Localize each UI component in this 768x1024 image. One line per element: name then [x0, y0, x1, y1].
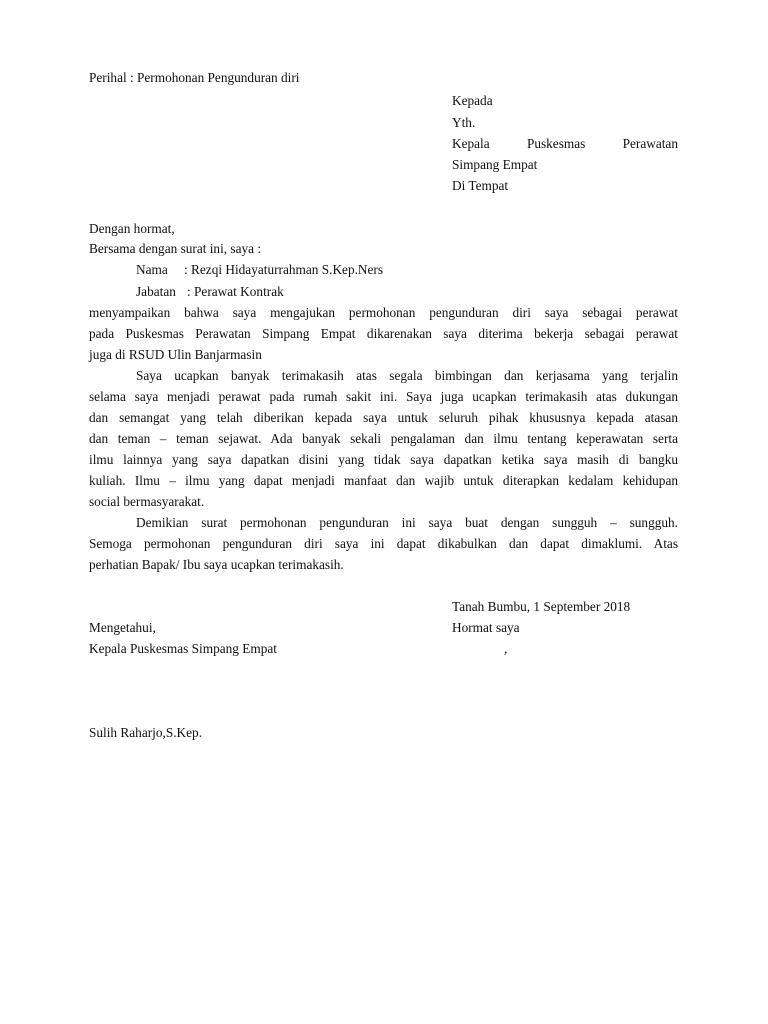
recipient-word: Puskesmas: [526, 136, 586, 151]
body-line: pada Puskesmas Perawatan Simpang Empat dikarenakan saya diterima bekerja sebagai perawat: [89, 326, 678, 341]
recipient-yth: Yth.: [452, 115, 476, 130]
position-label: Jabatan: [136, 284, 176, 299]
sender-comma: ,: [504, 641, 508, 656]
body-line: ilmu lainnya yang saya dapatkan disini yang tidak saya dapatkan ketika saya masih di bangku: [89, 452, 678, 467]
body-line: Saya ucapkan banyak terimakasih atas segala bimbingan dan kerjasama yang terjalin: [136, 368, 678, 383]
body-line: juga di RSUD Ulin Banjarmasin: [89, 347, 262, 362]
acknowledger-title: Kepala Puskesmas Simpang Empat: [89, 641, 277, 656]
name-label: Nama: [136, 262, 168, 277]
name-value: : Rezqi Hidayaturrahman S.Kep.Ners: [184, 262, 384, 277]
place-date: Tanah Bumbu, 1 September 2018: [452, 599, 631, 614]
recipient-kepada: Kepada: [452, 93, 493, 108]
acknowledger-name: Sulih Raharjo,S.Kep.: [89, 725, 203, 740]
recipient-word: Perawatan: [622, 136, 678, 151]
body-line: perhatian Bapak/ Ibu saya ucapkan terimakasih.: [89, 557, 344, 572]
body-line: kuliah. Ilmu – ilmu yang dapat menjadi manfaat dan wajib untuk diterapkan kedalam kehidupan: [89, 473, 678, 488]
recipient-place: Di Tempat: [452, 178, 509, 193]
recipient-word: Kepala: [452, 136, 490, 151]
body-line: Semoga permohonan pengunduran diri saya ini dapat dikabulkan dan dapat dimaklumi. Atas: [89, 536, 678, 551]
body-line: dan teman – teman sejawat. Ada banyak sekali pengalaman dan ilmu tentang keperawatan serta: [89, 431, 678, 446]
intro-line: Bersama dengan surat ini, saya :: [89, 241, 262, 256]
greeting: Dengan hormat,: [89, 221, 175, 236]
recipient-title-row: [452, 136, 678, 152]
body-line: menyampaikan bahwa saya mengajukan permohonan pengunduran diri saya sebagai perawat: [89, 305, 678, 320]
body-line: dan semangat yang telah diberikan kepada saya untuk seluruh pihak khususnya kepada atasan: [89, 410, 678, 425]
acknowledged-label: Mengetahui,: [89, 620, 156, 635]
closing-label: Hormat saya: [452, 620, 520, 635]
subject-line: Perihal : Permohonan Pengunduran diri: [89, 70, 300, 85]
position-value: : Perawat Kontrak: [187, 284, 284, 299]
body-line: selama saya menjadi perawat pada rumah sakit ini. Saya juga ucapkan terimakasih atas dukungan: [89, 389, 678, 404]
recipient-location: Simpang Empat: [452, 157, 538, 172]
body-line: social bermasyarakat.: [89, 494, 205, 509]
body-line: Demikian surat permohonan pengunduran ini saya buat dengan sungguh – sungguh.: [136, 515, 678, 530]
